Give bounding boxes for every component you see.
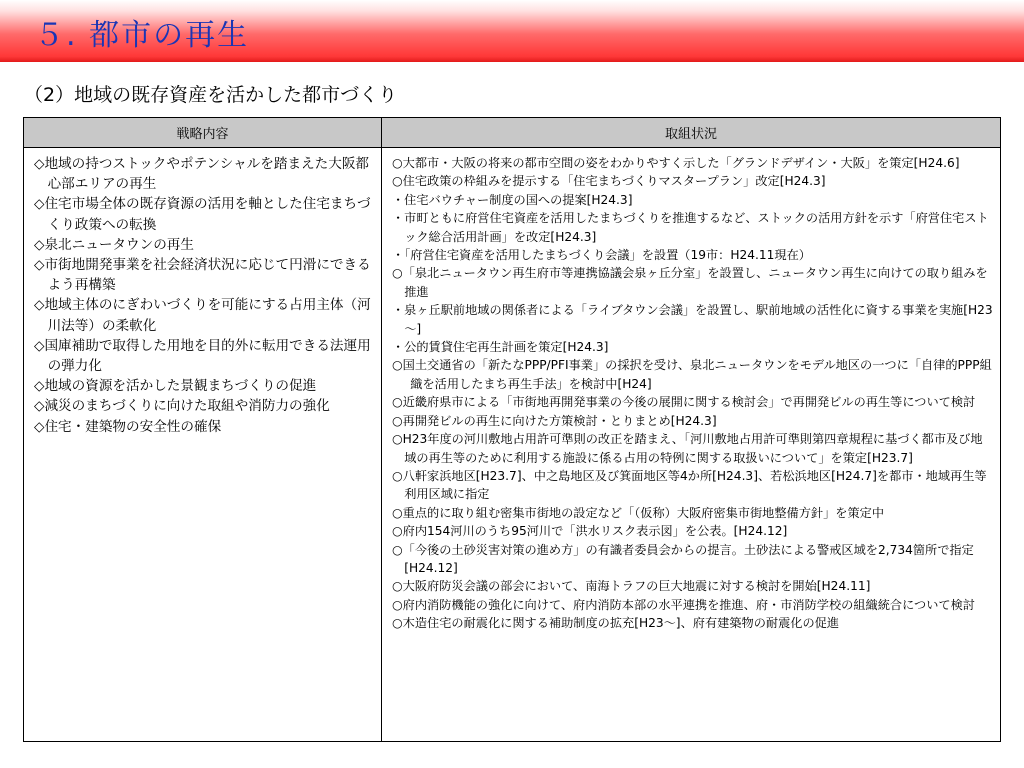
status-list xyxy=(392,154,994,633)
strategy-table xyxy=(23,117,1001,742)
strategy-list xyxy=(34,154,375,437)
header-strategy: 戦略内容 xyxy=(24,118,382,148)
status-item: ・市町ともに府営住宅資産を活用したまちづくりを推進するなど、ストックの活用方針を示す「府営住宅ストック総合活用計画」を改定[H24.3] xyxy=(392,211,989,244)
status-item: ○再開発ビルの再生に向けた方策検討・とりまとめ[H24.3] xyxy=(392,413,717,428)
status-item: ○木造住宅の耐震化に関する補助制度の拡充[H23～]、府有建築物の耐震化の促進 xyxy=(392,616,840,631)
status-item: ○住宅政策の枠組みを提示する「住宅まちづくりマスタープラン」改定[H24.3] xyxy=(392,174,826,189)
status-item: ○府内154河川のうち95河川で「洪水リスク表示図」を公表。[H24.12] xyxy=(392,524,788,539)
table-row xyxy=(24,148,1001,742)
status-item: ○大都市・大阪の将来の都市空間の姿をわかりやすく示した「グランドデザイン・大阪」を策定[H24.6] xyxy=(392,156,960,170)
slide-title: ５. 都市の再生 xyxy=(34,18,250,53)
strategy-cell xyxy=(24,148,382,742)
strategy-item: ◇減災のまちづくりに向けた取組や消防力の強化 xyxy=(34,398,330,415)
strategy-item: ◇住宅・建築物の安全性の確保 xyxy=(34,418,222,435)
status-item: ○H23年度の河川敷地占用許可準則の改正を踏まえ、「河川敷地占用許可準則第四章規程に基づく都市及び地域の再生等のために利用する施設に係る占用の特例に関する取扱いについて」を策定[H23.7] xyxy=(392,432,983,465)
status-item: ○「泉北ニュータウン再生府市等連携協議会泉ヶ丘分室」を設置し、ニュータウン再生に向けての取り組みを推進 xyxy=(392,266,988,299)
header-status: 取組状況 xyxy=(382,118,1001,148)
strategy-item: ◇地域の持つストックやポテンシャルを踏まえた大阪都心部エリアの再生 xyxy=(34,156,370,193)
status-item: ○「今後の土砂災害対策の進め方」の有識者委員会からの提言。土砂法による警戒区域を2,734箇所で指定[H24.12] xyxy=(392,542,974,575)
strategy-item: ◇泉北ニュータウンの再生 xyxy=(34,236,194,253)
status-item: ○国土交通省の「新たなPPP/PFI事業」の採択を受け、泉北ニュータウンをモデル地区の一つに「自律的PPP組織を活用したまち再生手法」を検討中[H24] xyxy=(392,358,992,391)
status-item: ○府内消防機能の強化に向けて、府内消防本部の水平連携を推進、府・市消防学校の組織統合について検討 xyxy=(392,597,975,612)
table-header-row xyxy=(24,118,1001,148)
status-item: ・「府営住宅資産を活用したまちづくり会議」を設置（19市：H24.11現在） xyxy=(392,248,811,263)
strategy-item: ◇地域主体のにぎわいづくりを可能にする占用主体（河川法等）の柔軟化 xyxy=(34,297,371,334)
status-item: ・住宅バウチャー制度の国への提案[H24.3] xyxy=(392,192,633,207)
strategy-item: ◇市街地開発事業を社会経済状況に応じて円滑にできるよう再構築 xyxy=(34,257,371,294)
status-item: ・公的賃貸住宅再生計画を策定[H24.3] xyxy=(392,340,609,355)
section-subtitle: （2）地域の既存資産を活かした都市づくり xyxy=(24,84,398,106)
status-item: ○大阪府防災会議の部会において、南海トラフの巨大地震に対する検討を開始[H24.11] xyxy=(392,579,871,594)
status-item: ○八軒家浜地区[H23.7]、中之島地区及び箕面地区等4か所[H24.3]、若松浜地区[H24.7]を都市・地域再生等利用区域に指定 xyxy=(392,468,987,502)
strategy-item: ◇住宅市場全体の既存資源の活用を軸とした住宅まちづくり政策への転換 xyxy=(34,196,371,233)
strategy-item: ◇国庫補助で取得した用地を目的外に転用できる法運用の弾力化 xyxy=(34,337,371,375)
status-item: ○近畿府県市による「市街地再開発事業の今後の展開に関する検討会」で再開発ビルの再生等について検討 xyxy=(392,395,976,410)
status-item: ・泉ヶ丘駅前地域の関係者による「ライブタウン会議」を設置し、駅前地域の活性化に資する事業を実施[H23～] xyxy=(392,303,993,336)
status-item: ○重点的に取り組む密集市街地の設定など「（仮称）大阪府密集市街地整備方針」を策定中 xyxy=(392,505,885,520)
strategy-item: ◇地域の資源を活かした景観まちづくりの促進 xyxy=(34,378,317,395)
status-cell xyxy=(382,148,1001,742)
